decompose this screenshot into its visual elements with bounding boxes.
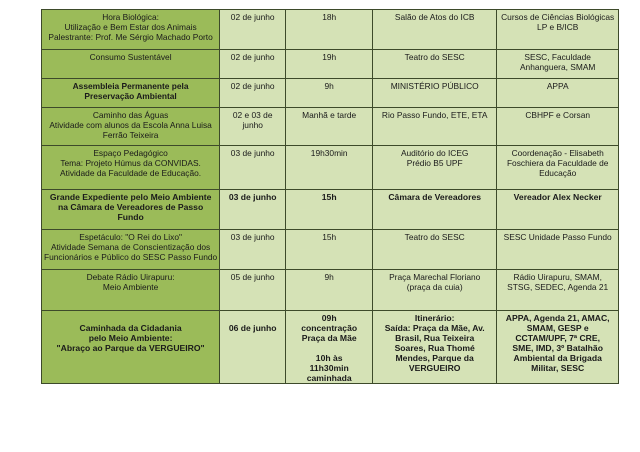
cell-line: Assembleia Permanente pela bbox=[72, 81, 189, 91]
cell-line: 03 de junho bbox=[228, 192, 277, 202]
cell-line: Espaço Pedagógico bbox=[93, 148, 168, 158]
cell-line: caminhada bbox=[306, 373, 352, 383]
cell-line: Militar, SESC bbox=[531, 363, 585, 373]
cell-line: (praça da cuia) bbox=[406, 282, 463, 292]
time-cell bbox=[286, 270, 373, 311]
event-cell bbox=[42, 230, 220, 270]
schedule-table bbox=[41, 9, 619, 384]
cell-line: CBHPF e Corsan bbox=[525, 110, 591, 120]
cell-line: Funcionários e Público do SESC Passo Fundo bbox=[44, 252, 218, 262]
date-cell bbox=[220, 50, 286, 79]
cell-line: Atividade com alunos da Escola Anna Luisa bbox=[49, 120, 212, 130]
cell-line: SESC, Faculdade bbox=[524, 52, 591, 62]
schedule-body bbox=[42, 10, 619, 384]
cell-line: 03 de junho bbox=[230, 148, 275, 158]
location-cell bbox=[373, 146, 497, 190]
cell-line: 02 de junho bbox=[230, 12, 275, 22]
cell-line: concentração bbox=[301, 323, 358, 333]
cell-line: Vereador Alex Necker bbox=[513, 192, 602, 202]
event-cell bbox=[42, 108, 220, 146]
location-cell bbox=[373, 79, 497, 108]
cell-line: 11h30min bbox=[309, 363, 349, 373]
cell-line: SESC Unidade Passo Fundo bbox=[503, 232, 612, 242]
cell-line: STSG, SEDEC, Agenda 21 bbox=[507, 282, 609, 292]
cell-line: Ambiental da Brigada bbox=[513, 353, 602, 363]
cell-line: 15h bbox=[322, 232, 337, 242]
event-cell bbox=[42, 146, 220, 190]
table-row bbox=[42, 79, 619, 108]
date-cell bbox=[220, 190, 286, 230]
time-cell bbox=[286, 108, 373, 146]
location-cell bbox=[373, 270, 497, 311]
cell-line: Manhã e tarde bbox=[302, 110, 357, 120]
event-cell bbox=[42, 190, 220, 230]
cell-line: LP e B/ICB bbox=[537, 22, 579, 32]
date-cell bbox=[220, 79, 286, 108]
cell-line: SME, IMD, 3º Batalhão bbox=[512, 343, 603, 353]
date-cell bbox=[220, 230, 286, 270]
date-cell bbox=[220, 108, 286, 146]
cell-line: Preservação Ambiental bbox=[84, 91, 177, 101]
cell-line: Teatro do SESC bbox=[404, 52, 465, 62]
location-cell bbox=[373, 50, 497, 79]
cell-line: Palestrante: Prof. Me Sérgio Machado Porto bbox=[48, 32, 213, 42]
organizer-cell bbox=[497, 108, 619, 146]
event-cell bbox=[42, 79, 220, 108]
cell-line: Praça da Mãe bbox=[301, 333, 357, 343]
event-cell bbox=[42, 270, 220, 311]
table-row bbox=[42, 10, 619, 50]
location-cell bbox=[373, 108, 497, 146]
cell-line: APPA, Agenda 21, AMAC, bbox=[505, 313, 610, 323]
cell-line: Grande Expediente pelo Meio Ambiente bbox=[49, 192, 212, 202]
time-cell bbox=[286, 190, 373, 230]
cell-line: Brasil, Rua Teixeira bbox=[395, 333, 475, 343]
cell-line: Soares, Rua Thomé bbox=[394, 343, 475, 353]
organizer-cell bbox=[497, 146, 619, 190]
time-cell bbox=[286, 10, 373, 50]
cell-line: Consumo Sustentável bbox=[89, 52, 172, 62]
table-row bbox=[42, 270, 619, 311]
cell-line: 9h bbox=[324, 272, 334, 282]
organizer-cell bbox=[497, 50, 619, 79]
cell-line: Educação bbox=[539, 168, 577, 178]
cell-line: Tema: Projeto Húmus da CONVIDAS. bbox=[60, 158, 201, 168]
cell-line: Coordenação - Elisabeth bbox=[511, 148, 604, 158]
date-cell bbox=[220, 270, 286, 311]
cell-line: 9h bbox=[324, 81, 334, 91]
event-cell bbox=[42, 10, 220, 50]
cell-line: Teatro do SESC bbox=[404, 232, 465, 242]
date-cell bbox=[220, 10, 286, 50]
cell-line: Caminho das Águas bbox=[92, 110, 169, 120]
cell-line: Anhanguera, SMAM bbox=[519, 62, 596, 72]
organizer-cell bbox=[497, 79, 619, 108]
cell-line: junho bbox=[242, 120, 263, 130]
table-row bbox=[42, 108, 619, 146]
cell-line: MINISTÉRIO PÚBLICO bbox=[390, 81, 479, 91]
cell-line: Prédio B5 UPF bbox=[406, 158, 463, 168]
cell-line: Debate Rádio Uirapuru: bbox=[86, 272, 175, 282]
cell-line: 15h bbox=[321, 192, 337, 202]
cell-line bbox=[222, 313, 283, 323]
cell-line: Foschiera da Faculdade de bbox=[506, 158, 609, 168]
cell-line: Utilização e Bem Estar dos Animais bbox=[64, 22, 197, 32]
cell-line: 18h bbox=[322, 12, 337, 22]
cell-line bbox=[44, 313, 217, 323]
cell-line: Auditório do ICEG bbox=[400, 148, 469, 158]
cell-line: 02 de junho bbox=[230, 81, 275, 91]
cell-line: 03 de junho bbox=[230, 232, 275, 242]
cell-line: Mendes, Parque da bbox=[395, 353, 474, 363]
event-cell bbox=[42, 50, 220, 79]
date-cell bbox=[220, 311, 286, 384]
time-cell bbox=[286, 146, 373, 190]
location-cell bbox=[373, 10, 497, 50]
cell-line: Câmara de Vereadores bbox=[388, 192, 482, 202]
time-cell bbox=[286, 79, 373, 108]
cell-line: Rio Passo Fundo, ETE, ETA bbox=[381, 110, 488, 120]
cell-line: Itinerário: bbox=[414, 313, 455, 323]
time-cell bbox=[286, 311, 373, 384]
organizer-cell bbox=[497, 230, 619, 270]
organizer-cell bbox=[497, 311, 619, 384]
cell-line: "Abraço ao Parque da VERGUEIRO" bbox=[56, 343, 205, 353]
cell-line: Praça Marechal Floriano bbox=[389, 272, 481, 282]
cell-line: Rádio Uirapuru, SMAM, bbox=[513, 272, 602, 282]
cell-line: SMAM, GESP e bbox=[526, 323, 589, 333]
location-cell bbox=[373, 311, 497, 384]
cell-line: Saída: Praça da Mãe, Av. bbox=[384, 323, 485, 333]
cell-line: Espetáculo: "O Rei do Lixo" bbox=[79, 232, 182, 242]
cell-line: 06 de junho bbox=[228, 323, 277, 333]
cell-line: Caminhada da Cidadania bbox=[79, 323, 182, 333]
cell-line: Fundo bbox=[117, 212, 144, 222]
cell-line: APPA bbox=[546, 81, 569, 91]
cell-line: 09h bbox=[321, 313, 337, 323]
organizer-cell bbox=[497, 270, 619, 311]
cell-line: Meio Ambiente bbox=[102, 282, 159, 292]
date-cell bbox=[220, 146, 286, 190]
table-row bbox=[42, 311, 619, 384]
event-cell bbox=[42, 311, 220, 384]
time-cell bbox=[286, 230, 373, 270]
table-row bbox=[42, 50, 619, 79]
cell-line: 19h bbox=[322, 52, 337, 62]
organizer-cell bbox=[497, 190, 619, 230]
location-cell bbox=[373, 190, 497, 230]
organizer-cell bbox=[497, 10, 619, 50]
cell-line: 05 de junho bbox=[230, 272, 275, 282]
cell-line: CCTAM/UPF, 7ª CRE, bbox=[515, 333, 601, 343]
table-row bbox=[42, 146, 619, 190]
cell-line: Atividade da Faculdade de Educação. bbox=[60, 168, 202, 178]
cell-line: 02 e 03 de bbox=[232, 110, 273, 120]
table-row bbox=[42, 190, 619, 230]
cell-line bbox=[288, 343, 370, 353]
cell-line: 10h às bbox=[315, 353, 343, 363]
cell-line: Hora Biológica: bbox=[102, 12, 159, 22]
cell-line: Salão de Atos do ICB bbox=[394, 12, 475, 22]
location-cell bbox=[373, 230, 497, 270]
cell-line: Atividade Semana de Conscientização dos bbox=[50, 242, 211, 252]
cell-line: pelo Meio Ambiente: bbox=[88, 333, 173, 343]
cell-line: Cursos de Ciências Biológicas bbox=[501, 12, 615, 22]
time-cell bbox=[286, 50, 373, 79]
cell-line: 19h30min bbox=[310, 148, 348, 158]
cell-line: VERGUEIRO bbox=[408, 363, 461, 373]
cell-line: 02 de junho bbox=[230, 52, 275, 62]
cell-line: Ferrão Teixeira bbox=[102, 130, 159, 140]
table-row bbox=[42, 230, 619, 270]
cell-line: na Câmara de Vereadores de Passo bbox=[57, 202, 204, 212]
